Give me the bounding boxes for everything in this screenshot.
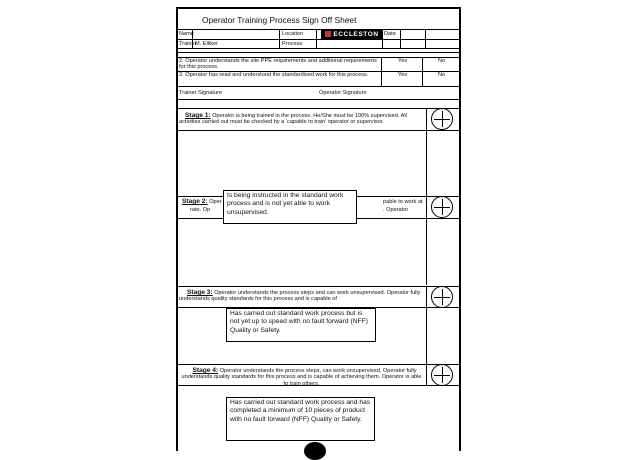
grid-line (178, 48, 459, 49)
sign-off-sheet (176, 7, 461, 451)
stage-3-label: Stage 3: (187, 289, 213, 296)
grid-line (422, 57, 423, 86)
stage-1-description (179, 113, 424, 126)
grid-line (279, 29, 280, 48)
grid-line (382, 29, 383, 48)
stage-2-label: Stage 2: (182, 198, 208, 205)
grid-line (426, 364, 427, 385)
requirement-ppe-yes: Yes (398, 58, 408, 64)
stage-1-text: Operator is being trained in the process. He/She must be 100% supervised. All activities carried out must be checked by a 'capable to train' operator or supervisor. (179, 113, 407, 126)
location-label: Location (282, 31, 304, 37)
page-indicator-tab (304, 442, 326, 460)
trainer-signature-label: Trainer Signature (179, 90, 223, 96)
operator-signature-label: Operator Signature (319, 90, 367, 96)
logo-mark-icon (325, 31, 331, 37)
stage-1-sign-off-target-icon[interactable] (431, 108, 453, 130)
stage-2-description (182, 199, 222, 205)
trainer-label: Trainer (179, 41, 197, 47)
grid-line (178, 286, 459, 287)
stage-4-description (179, 368, 424, 387)
grid-line (178, 29, 459, 30)
stage-4-label: Stage 4: (192, 367, 219, 374)
stage-3-sign-off-target-icon[interactable] (431, 286, 453, 308)
process-label: Process (282, 41, 303, 47)
stage-4-sign-off-target-icon[interactable] (431, 364, 453, 386)
grid-line (178, 39, 459, 40)
stage-2-line2-right: . Operator (383, 207, 409, 213)
date-label: Date (384, 31, 396, 37)
grid-line (178, 52, 459, 53)
requirement-standard-work: 3. Operator has read and understood the standardised work for this process. (179, 72, 369, 78)
stage-2-line2-left: rate. Op (190, 207, 211, 213)
grid-line (425, 29, 426, 48)
stage-2-callout: Is being instructed in the standard work process and is not yet able to work unsupervised. (223, 190, 357, 224)
stage-1-label: Stage 1: (185, 112, 211, 119)
grid-line (426, 196, 427, 285)
requirement-standard-work-no: No (438, 72, 446, 78)
trainer-value: M. Elliker (195, 41, 218, 47)
stage-4-text: Operator understands the process steps, can work unsupervised, Operator fully understands quality standards for this process and is capable of achieving them. Operator is able to train others. (181, 368, 422, 387)
grid-line (426, 108, 427, 196)
grid-line (178, 364, 459, 365)
stage-2-sign-off-target-icon[interactable] (431, 196, 453, 218)
stage-2-text-right: pable to work at (383, 199, 423, 205)
requirement-ppe: 2. Operator understands the site PPE requirements and additional requirements for this process. (179, 58, 377, 71)
grid-line (400, 29, 401, 48)
stage-3-text: Operator understands the process steps and can work unsupervised. Operator fully understands quality standards for this process and is capable of (179, 290, 421, 303)
grid-line (178, 130, 459, 131)
grid-line (426, 286, 427, 364)
stage-3-description (179, 290, 424, 303)
stage-3-callout: Has carried out standard work process but is not yet up to speed with no fault forward (NFF) Quality or Safety. (226, 308, 376, 342)
stage-4-callout: Has carried out standard work process and has completed a minimum of 10 pieces of product with no fault forward (NFF) Quality or Safety. (226, 397, 375, 441)
grid-line (178, 99, 459, 100)
name-label: Name (179, 31, 194, 37)
logo-text: ECCLESTON (333, 31, 379, 38)
sheet-title: Operator Training Process Sign Off Sheet (202, 15, 357, 25)
requirement-standard-work-yes: Yes (398, 72, 408, 78)
grid-line (316, 29, 317, 48)
grid-line (178, 86, 459, 87)
stage-2-text-left: Oper (207, 199, 222, 205)
requirement-ppe-no: No (438, 58, 446, 64)
grid-line (381, 57, 382, 86)
grid-line (178, 108, 459, 109)
